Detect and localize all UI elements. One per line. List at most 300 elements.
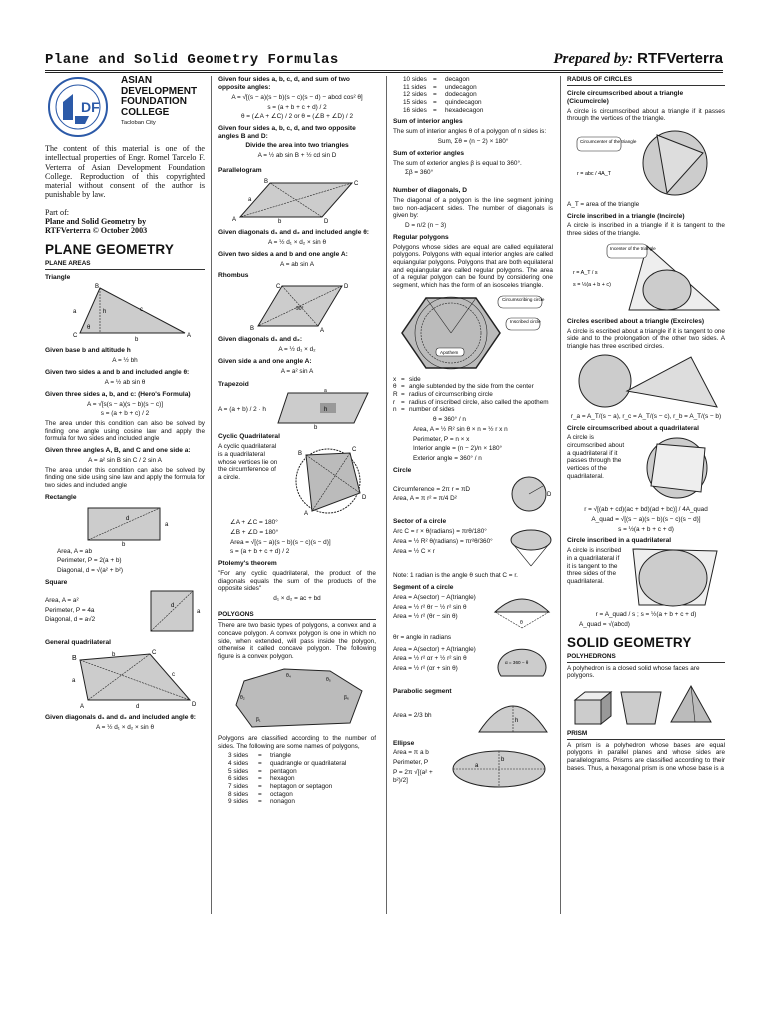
- equals-sign: =: [401, 398, 405, 406]
- svg-text:D: D: [344, 284, 349, 291]
- svg-text:b: b: [314, 425, 318, 430]
- topic-heading: Circle: [393, 466, 412, 474]
- equals-sign: =: [258, 752, 262, 760]
- parallelogram-figure: [222, 177, 372, 225]
- formula: θ = (∠A + ∠C) / 2 or θ = (∠B + ∠D) / 2: [240, 113, 354, 121]
- formula: ∠A + ∠C = 180°: [230, 519, 278, 527]
- svg-text:B: B: [264, 179, 269, 186]
- polygon-name-row: [403, 99, 553, 107]
- equals-sign: =: [433, 99, 437, 107]
- polygon-side-count: 3 sides: [228, 752, 249, 760]
- svg-text:A: A: [304, 511, 309, 518]
- equals-sign: =: [258, 782, 262, 790]
- polygon-name-row: [403, 91, 553, 99]
- formula: Area = ½ r² (θr − sin θ): [393, 613, 458, 621]
- incircle-desc: A circle is inscribed in a triangle if it is tangent to the three sides of the triangle.: [567, 222, 725, 238]
- equals-sign: =: [433, 76, 437, 83]
- part-of-author: RTFVerterra © October 2003: [45, 226, 148, 236]
- topic-subheading: Divide the area into two triangles: [245, 141, 349, 149]
- formula: Area = ½ r² θr − ½ r² sin θ: [393, 603, 467, 611]
- incircle-figure: [571, 240, 721, 314]
- legend-symbol: x: [393, 375, 397, 383]
- polygon-name-row: [403, 107, 553, 115]
- topic-heading: Given diagonals d₁ and d₂ and included angle θ:: [45, 714, 197, 722]
- svg-text:θ₄: θ₄: [286, 672, 291, 679]
- org-line: DEVELOPMENT: [121, 85, 198, 97]
- formula: Circumference = 2π r = πD: [393, 485, 471, 493]
- topic-heading: Rhombus: [218, 272, 249, 280]
- polygon-side-count: 7 sides: [228, 782, 249, 790]
- equals-sign: =: [258, 759, 262, 767]
- org-line: ASIAN: [121, 76, 153, 86]
- svg-text:θ₂: θ₂: [240, 694, 245, 701]
- formula: Area, A = π r² = π/4 D²: [393, 495, 457, 503]
- formula: A = √[(s − a)(s − b)(s − c)(s − d) − abcd cos² θ]: [231, 93, 363, 101]
- topic-heading: Circle circumscribed about a triangle (Cicumcircle): [567, 89, 684, 105]
- polygon-side-count: 8 sides: [228, 790, 249, 798]
- topic-heading: Given diagonals d₁ and d₂ and included angle θ:: [218, 229, 370, 237]
- topic-heading: Ellipse: [393, 739, 415, 747]
- copyright-notice: The content of this material is one of the intellectual properties of Engr. Romel Tarcelo F. Verterra of Asian Development Foundation College. Reproduction of this copyrighted material without consent of the author is punishable by law.: [45, 144, 205, 200]
- parabolic-block: [393, 696, 553, 736]
- section-heading: PLANE GEOMETRY: [45, 241, 175, 257]
- topic-heading: Parabolic segment: [393, 687, 452, 695]
- rhombus-figure: [222, 282, 372, 332]
- formula: Area = 2/3 bh: [393, 711, 432, 719]
- subsection-heading: POLYHEDRONS: [567, 653, 725, 663]
- svg-text:C: C: [152, 650, 157, 657]
- college-name: [121, 76, 197, 127]
- circle-formulas: [393, 484, 509, 505]
- formula: Arc C = r × θ(radians) = πrθ/180°: [393, 528, 487, 536]
- subsection-heading: RADIUS OF CIRCLES: [567, 76, 725, 86]
- apothem-label: Apothem: [440, 349, 459, 355]
- polygon-side-count: 5 sides: [228, 767, 249, 775]
- author-name: RTFVerterra: [637, 50, 723, 67]
- formula: θ = 360° / n: [433, 416, 466, 424]
- polygon-name-row: [228, 783, 376, 791]
- cyclic-block: [218, 441, 376, 517]
- equals-sign: =: [433, 91, 437, 99]
- column-divider: [211, 76, 212, 914]
- svg-text:C: C: [73, 333, 78, 340]
- formula: Diagonal, d = √(a² + b²): [57, 566, 124, 574]
- topic-heading: Given base b and altitude h: [45, 347, 131, 355]
- prepared-by-label: Prepared by:: [553, 51, 633, 67]
- topic-heading: General quadrilateral: [45, 638, 111, 646]
- formula: Perimeter, P: [393, 759, 429, 767]
- topic-heading: Parallelogram: [218, 167, 262, 175]
- polyhedrons-figure: [571, 682, 721, 728]
- svg-text:h: h: [103, 309, 107, 316]
- in-quad-desc: A circle is inscribed in a quadrilateral if it is tangent to the three sides of the quadrilateral.: [567, 547, 622, 586]
- note-text: The area under this condition can also be solved by finding one angle using cosine law and apply the formula for two sides and included angle: [45, 419, 205, 443]
- header-rule: [45, 70, 723, 73]
- formula: A = a² sin A: [280, 367, 314, 375]
- topic-heading: Given two sides a and b and one angle A:: [218, 250, 348, 258]
- formula: A = ½ ab sin θ: [104, 378, 146, 386]
- svg-text:B: B: [72, 655, 77, 663]
- svg-text:β₁: β₁: [256, 716, 261, 723]
- legend-row: [393, 406, 553, 414]
- formula: Area = √[(s − a)(s − b)(s − c)(s − d)]: [230, 538, 331, 546]
- formula: Diagonal, d = a√2: [45, 616, 96, 624]
- formula: s = (a + b + c + d) / 2: [230, 548, 290, 556]
- circ-quad-desc: A circle is circumscribed about a quadrilateral if it passes through the vertices of the quadrilateral.: [567, 434, 625, 480]
- prism-desc: A prism is a polyhedron whose bases are equal polygons in parallel planes and whose sides are parallelograms. Prisms are classified according to their bases. Thus, a hexagonal prism is one whose base is a: [567, 741, 725, 772]
- svg-text:a: a: [324, 389, 327, 395]
- polygon-side-count: 4 sides: [228, 759, 249, 767]
- college-seal-icon: [45, 76, 115, 138]
- equals-sign: =: [258, 790, 262, 798]
- polygon-name-row: [403, 76, 553, 84]
- formula: A = ½ ab sin B + ½ cd sin D: [257, 151, 337, 159]
- svg-text:a: a: [165, 521, 169, 528]
- column-4: [567, 76, 725, 914]
- page-header: [45, 52, 723, 72]
- formula: Area = ½ C × r: [393, 547, 435, 555]
- circ-quadrilateral-figure: [627, 432, 723, 504]
- topic-heading: Given four sides a, b, c, d, and two opposite angles B and D:: [218, 124, 356, 140]
- topic-heading: Circle circumscribed about a quadrilateral: [567, 424, 699, 432]
- polygons-desc: There are two basic types of polygons, a convex and a concave polygon. A convex polygon is one in which no side, when extended, will pass inside the polygon, otherwise it called concave polygon. The following figure is a convex polygon.: [218, 622, 376, 661]
- incircle-formula: r = A_T / s: [573, 269, 598, 276]
- legend-symbol: r: [393, 398, 396, 406]
- square-figure: [143, 587, 205, 635]
- sector-block: [393, 526, 553, 570]
- sector-figure: [509, 526, 553, 570]
- equals-sign: =: [258, 767, 262, 775]
- topic-heading: Regular polygons: [393, 233, 449, 241]
- polygon-side-count: 16 sides: [403, 106, 427, 114]
- circumcircle-note: A_T = area of the triangle: [567, 200, 640, 208]
- trapezoid-figure: [274, 389, 374, 429]
- svg-text:c: c: [172, 672, 175, 679]
- polygon-side-count: 9 sides: [228, 798, 249, 806]
- formula: D = n/2 (n − 3): [405, 221, 447, 229]
- svg-text:b: b: [501, 757, 505, 764]
- svg-text:D: D: [192, 702, 197, 709]
- legend-row: [393, 391, 553, 399]
- polygon-name: hexadecagon: [445, 106, 484, 114]
- polygon-name-row: [228, 752, 376, 760]
- org-line: COLLEGE: [121, 106, 170, 118]
- circumcircle-figure: [571, 125, 721, 199]
- legend-symbol: R: [393, 391, 398, 399]
- ptolemy-desc: "For any cyclic quadrilateral, the product of the diagonals equals the sum of the products of the opposite sides": [218, 569, 376, 593]
- segment-major-formulas: [393, 644, 491, 684]
- topic-heading: Number of diagonals, D: [393, 187, 468, 194]
- document-title: Plane and Solid Geometry Formulas: [45, 52, 339, 68]
- excircle-figure: [571, 353, 721, 411]
- equals-sign: =: [258, 798, 262, 806]
- legend-meaning: side: [409, 375, 421, 383]
- topic-heading: Sum of interior angles: [393, 118, 463, 126]
- polygon-name-row: [228, 775, 376, 783]
- formula: s = ½(a + b + c + d): [618, 525, 674, 533]
- formula: Interior angle = (n − 2)/n × 180°: [413, 445, 503, 453]
- polygon-name-row: [403, 84, 553, 92]
- general-quadrilateral-figure: [50, 648, 200, 710]
- legend-row: [393, 383, 553, 391]
- part-of-label: Part of:: [45, 207, 70, 217]
- svg-text:θ: θ: [87, 325, 91, 332]
- formula: Area = ½ r² (αr + sin θ): [393, 665, 458, 673]
- incenter-callout: Incenter of the triangle: [610, 245, 656, 251]
- svg-text:h: h: [515, 717, 519, 724]
- parabolic-segment-figure: [473, 696, 553, 736]
- svg-text:a: a: [197, 608, 201, 615]
- tri-label-b-vertex: B: [95, 284, 100, 291]
- major-segment-figure: [491, 644, 553, 684]
- topic-heading: Given two sides a and b and included angle θ:: [45, 369, 190, 377]
- polygon-name: undecagon: [445, 83, 477, 91]
- formula: A = ½ d₁ × d₂ × sin θ: [95, 724, 155, 732]
- formula: r = √[(ab + cd)(ac + bd)(ad + bc)] / 4A_quad: [584, 506, 708, 514]
- formula: Σβ = 360°: [405, 169, 434, 177]
- symbol-legend: [393, 376, 553, 414]
- topic-heading: Ptolemy's theorem: [218, 560, 277, 568]
- topic-heading: Circle inscribed in a quadrilateral: [567, 537, 672, 545]
- formula: Area = A(sector) + A(triangle): [393, 645, 476, 653]
- formula: Perimeter, P = n × x: [413, 435, 470, 443]
- topic-heading: Given three sides a, b, and c: (Hero's Formula): [45, 390, 191, 398]
- ellipse-formulas: [393, 747, 449, 791]
- formula: A_quad = √(abcd): [579, 621, 630, 629]
- svg-text:β₆: β₆: [344, 694, 349, 701]
- formula: d₁ × d₂ = ac + bd: [273, 595, 321, 602]
- svg-text:a: a: [475, 763, 479, 770]
- formula: Area, A = ab: [57, 547, 92, 555]
- equals-sign: =: [401, 375, 405, 383]
- svg-text:B: B: [298, 451, 303, 458]
- topic-heading: Rectangle: [45, 493, 77, 501]
- formula: Area = A(sector) − A(triangle): [393, 593, 476, 601]
- svg-text:d: d: [171, 602, 175, 609]
- formula: A = ½ bh: [112, 357, 138, 365]
- topic-heading: Sum of exterior angles: [393, 149, 465, 157]
- formula: Area, A = ½ R² sin θ × n = ½ r x n: [413, 425, 508, 433]
- trapezoid-block: [218, 389, 376, 429]
- circle-figure: [509, 474, 553, 514]
- topic-heading: Square: [45, 578, 68, 586]
- polygon-name: dodecagon: [445, 91, 477, 99]
- equals-sign: =: [401, 383, 405, 391]
- formula: ∠B + ∠D = 180°: [230, 528, 279, 536]
- polygon-side-count: 12 sides: [403, 91, 427, 99]
- formula: Area = ½ r² αr + ½ r² sin θ: [393, 655, 467, 663]
- college-city: Tacloban City: [121, 120, 156, 126]
- svg-text:A: A: [187, 333, 192, 340]
- seal-letters: DF: [81, 99, 100, 115]
- equals-sign: =: [433, 106, 437, 114]
- formula: Area, A = a²: [45, 596, 79, 604]
- svg-text:D: D: [324, 219, 329, 226]
- svg-text:a: a: [72, 678, 76, 685]
- prepared-by: [553, 50, 723, 68]
- topic-heading: Segment of a circle: [393, 584, 454, 592]
- column-3: [393, 76, 553, 914]
- circ-quad-block: [567, 432, 725, 504]
- circumcenter-callout: Circumcenter of the triangle: [580, 138, 637, 144]
- svg-text:A: A: [80, 704, 85, 711]
- circle-block: [393, 474, 553, 514]
- segment-figure: [491, 592, 553, 632]
- topic-heading: Given side a and one angle A:: [218, 357, 312, 365]
- circumcircle-formula: r = abc / 4A_T: [577, 170, 612, 177]
- interior-desc: The sum of interior angles θ of a polygon of n sides is:: [393, 128, 547, 136]
- legend-symbol: θ: [393, 383, 397, 391]
- svg-text:D: D: [547, 492, 552, 499]
- legend-row: [393, 399, 553, 407]
- legend-row: [393, 376, 553, 384]
- formula: A_quad = √[(s − a)(s − b)(s − c)(s − d)]: [591, 516, 701, 524]
- legend-meaning: radius of inscribed circle, also called the apothem: [409, 398, 549, 406]
- topic-heading: Cyclic Quadrilateral: [218, 433, 280, 441]
- formula: s = (a + b + c + d) / 2: [267, 103, 327, 111]
- polygon-name: heptagon or septagon: [270, 782, 333, 790]
- logo-block: [45, 76, 205, 138]
- polygon-names-list: [218, 752, 376, 806]
- formula: Perimeter, P = 2(a + b): [57, 557, 122, 565]
- cyclic-quadrilateral-figure: [278, 441, 374, 517]
- formula: A = √[s(s − a)(s − b)(s − c)]: [87, 400, 163, 408]
- column-2: [218, 76, 376, 914]
- inscribed-quadrilateral-figure: [623, 545, 723, 609]
- legend-meaning: radius of circumscribing circle: [409, 391, 493, 399]
- formula: P = 2π √[(a² + b²)/2]: [393, 768, 433, 784]
- topic-heading: Trapezoid: [218, 381, 249, 389]
- circumcircle-desc: A circle is circumscribed about a triangle if it passes through the vertices of the triangle.: [567, 107, 725, 123]
- part-of-title: Plane and Solid Geometry by: [45, 217, 147, 227]
- equals-sign: =: [401, 391, 405, 399]
- segment-major-block: [393, 644, 553, 684]
- polygon-name: quadrangle or quadrilateral: [270, 759, 347, 767]
- polygon-name: nonagon: [270, 798, 295, 806]
- cyclic-desc: A cyclic quadrilateral is a quadrilateral whose vertices lie on the circumference of a circle.: [218, 443, 278, 482]
- polygon-name: octagon: [270, 790, 293, 798]
- svg-text:h: h: [324, 407, 328, 414]
- formula: Area = ½ R² θ(radians) = πr²θ/360°: [393, 538, 493, 546]
- subsection-heading: POLYGONS: [218, 611, 376, 621]
- section-heading: SOLID GEOMETRY: [567, 634, 692, 650]
- legend-meaning: number of sides: [409, 406, 455, 414]
- exterior-desc: The sum of exterior angles β is equal to 360°.: [393, 159, 522, 167]
- topic-heading: Given three angles A, B, and C and one side a:: [45, 446, 191, 454]
- column-divider: [560, 76, 561, 914]
- svg-text:b: b: [112, 652, 116, 659]
- svg-text:d: d: [136, 704, 140, 711]
- ellipse-block: [393, 747, 553, 791]
- polygon-name-row: [228, 791, 376, 799]
- square-formulas: [45, 595, 143, 626]
- column-1: [45, 76, 205, 914]
- legend-symbol: n: [393, 406, 397, 414]
- polygon-side-count: 15 sides: [403, 99, 427, 107]
- formula: A = a² sin B sin C / 2 sin A: [88, 456, 162, 464]
- rectangle-figure: [70, 504, 180, 546]
- svg-text:a: a: [73, 309, 77, 316]
- polygon-side-count: 6 sides: [228, 775, 249, 783]
- formula: A = (a + b) / 2 · h: [218, 405, 266, 413]
- svg-text:a: a: [248, 197, 252, 204]
- segment-formulas: [393, 592, 491, 632]
- subsection-heading: PRISM: [567, 730, 725, 740]
- convex-polygon-figure: [222, 663, 372, 733]
- note-text: The area under this condition can also be solved by finding one side using sine law and apply the formula for two sides and included angle: [45, 466, 205, 489]
- formula: A = ½ d₁ × d₂: [278, 346, 316, 354]
- incircle-s: s = ½(a + b + c): [573, 281, 611, 288]
- diagonals-desc: The diagonal of a polygon is the line segment joining two non-adjacent sides. The number of diagonals is given by:: [393, 196, 553, 220]
- equals-sign: =: [258, 775, 262, 783]
- ellipse-figure: [449, 747, 549, 791]
- regular-polygon-figure: [398, 292, 548, 374]
- formula: r_a = A_T/(s − a), r_c = A_T/(s − c), r_b = A_T/(s − b): [570, 412, 722, 420]
- legend-meaning: angle subtended by the side from the center: [409, 383, 534, 391]
- formula: Perimeter, P = 4a: [45, 606, 95, 614]
- svg-text:C: C: [276, 284, 281, 291]
- formula: Sum, Σθ = (n − 2) × 180°: [437, 138, 509, 146]
- polygon-name: quindecagon: [445, 99, 482, 107]
- svg-text:c: c: [140, 307, 143, 314]
- sector-note: Note: 1 radian is the angle θ such that C = r.: [393, 572, 518, 580]
- svg-text:90°: 90°: [296, 306, 304, 313]
- svg-text:C: C: [354, 181, 359, 188]
- polygon-name: triangle: [270, 752, 291, 760]
- svg-text:b: b: [122, 541, 126, 546]
- topic-heading: Triangle: [45, 273, 71, 281]
- topic-heading: Given diagonals d₁ and d₂:: [218, 336, 303, 344]
- equals-sign: =: [401, 406, 405, 414]
- formula: Area = π a b: [393, 749, 429, 757]
- in-quad-block: [567, 545, 725, 609]
- segment-note: θr = angle in radians: [393, 633, 452, 641]
- square-block: [45, 587, 205, 635]
- polygon-name: pentagon: [270, 767, 297, 775]
- subsection-heading: PLANE AREAS: [45, 260, 205, 270]
- topic-heading: Given four sides a, b, c, d, and sum of two opposite angles:: [218, 76, 350, 91]
- topic-heading: Circle inscribed in a triangle (Incircle): [567, 212, 685, 220]
- equals-sign: =: [433, 83, 437, 91]
- topic-heading: Sector of a circle: [393, 518, 447, 526]
- formula: Exterior angle = 360° / n: [413, 454, 482, 462]
- polygon-names-list: [393, 76, 553, 114]
- polyhedron-desc: A polyhedron is a closed solid whose faces are polygons.: [567, 664, 700, 680]
- polygon-name-row: [228, 768, 376, 776]
- formula: A = ½ d₁ × d₂ × sin θ: [267, 239, 327, 247]
- svg-text:b: b: [135, 337, 139, 344]
- circumscribing-label: Circumscribing circle: [502, 296, 545, 302]
- regular-desc: Polygons whose sides are equal are called equilateral polygons. Polygons with equal interior angles are called equiangular polygons. Polygons that are both equilateral and equiangular are called regular polygons. The area of a regular polygon can be found by considering one segment, which has the form of an isosceles triangle.: [393, 243, 553, 289]
- svg-text:A: A: [320, 328, 325, 333]
- polygon-side-count: 11 sides: [403, 83, 427, 91]
- formula: r = A_quad / s ; s = ½(a + b + c + d): [595, 611, 697, 619]
- polygon-side-count: 10 sides: [403, 76, 427, 83]
- inscribed-label: Inscribed circle: [510, 318, 541, 324]
- polygon-name: hexagon: [270, 775, 295, 783]
- svg-text:θ: θ: [520, 619, 523, 626]
- svg-text:d: d: [126, 515, 130, 522]
- svg-text:B: B: [250, 326, 255, 333]
- sector-formulas: [393, 526, 509, 570]
- topic-heading: Circles escribed about a triangle (Excircles): [567, 317, 705, 325]
- formula: s = (a + b + c) / 2: [100, 410, 150, 418]
- svg-text:θ₅: θ₅: [326, 676, 331, 683]
- polygon-name: decagon: [445, 76, 470, 83]
- svg-text:A: A: [232, 217, 237, 224]
- polygons-class: Polygons are classified according to the number of sides. The following are some names of polygons,: [218, 734, 376, 750]
- column-divider: [386, 76, 387, 914]
